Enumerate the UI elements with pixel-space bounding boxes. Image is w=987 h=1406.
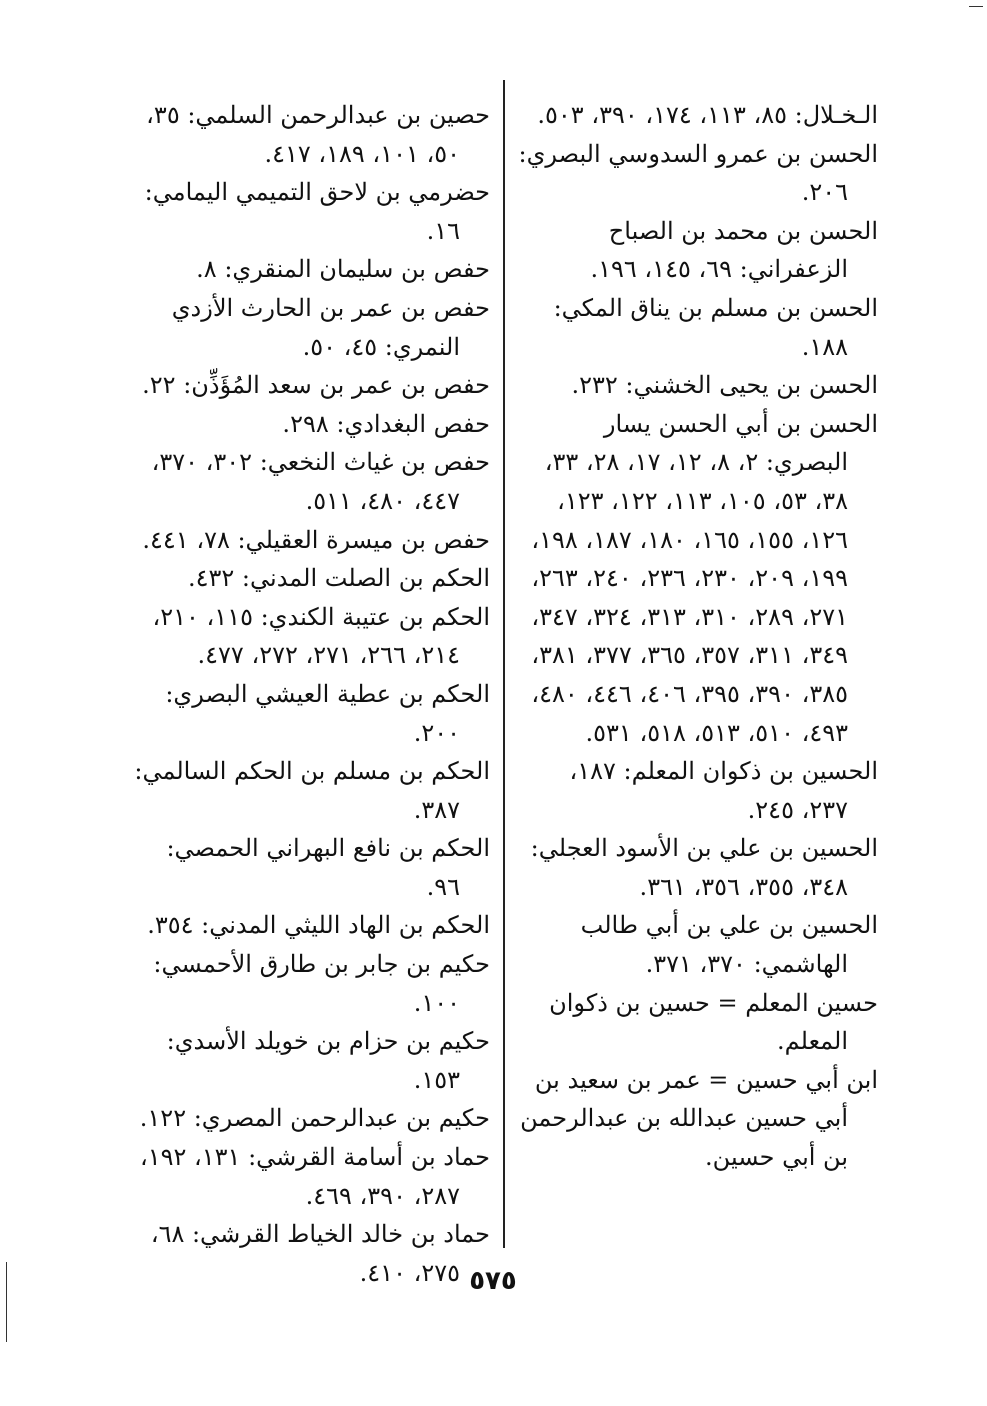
index-entry: حماد بن خالد الخياط القرشي: ٦٨، ٢٧٥، ٤١٠.	[150, 1220, 490, 1287]
index-entry: حكيم بن عبدالرحمن المصري: ١٢٢.	[139, 1104, 490, 1133]
index-entry: حفص بن ميسرة العقيلي: ٧٨، ٤٤١.	[142, 525, 490, 554]
page-number: ٥٧٥	[469, 1266, 517, 1296]
column-divider	[503, 80, 505, 1248]
index-entry: حفص بن سليمان المنقري: ٨.	[196, 255, 490, 284]
index-entry: الحكم بن الصلت المدني: ٤٣٢.	[187, 564, 490, 593]
index-column-left	[128, 96, 490, 1292]
index-entry: الحسين بن علي بن الأسود العجلي: ٣٤٨، ٣٥٥، ٣٥٦، ٣٦١.	[530, 834, 878, 901]
index-entry: الحكم بن نافع البهراني الحمصي: ٩٦.	[166, 834, 490, 901]
index-entry: حسين المعلم = حسين بن ذكوان المعلم.	[549, 988, 878, 1056]
index-entry: الحكم بن الهاد الليثي المدني: ٣٥٤.	[147, 911, 490, 940]
index-entry: حفص بن عمر بن الحارث الأزدي النمري: ٤٥، ٥٠.	[171, 293, 490, 361]
index-entry: حضرمي بن لاحق التميمي اليمامي: ١٦.	[144, 178, 490, 245]
index-entry: حفص بن عمر بن سعد المُؤَذِّن: ٢٢.	[142, 371, 490, 400]
index-entry: الحسين بن علي بن أبي طالب الهاشمي: ٣٧٠، ٣٧١.	[580, 911, 878, 979]
index-entry: حكيم بن حزام بن خويلد الأسدي: ١٥٣.	[166, 1027, 490, 1094]
scan-edge-mark	[6, 1262, 7, 1342]
index-entry: الحكم بن عتيبة الكندي: ١١٥، ٢١٠، ٢١٤، ٢٦٦، ٢٧١، ٢٧٢، ٤٧٧.	[152, 602, 490, 670]
index-entry: الحسين بن ذكوان المعلم: ١٨٧، ٢٣٧، ٢٤٥.	[569, 757, 878, 824]
index-entry: الـخـلال: ٨٥، ١١٣، ١٧٤، ٣٩٠، ٥٠٣.	[537, 101, 878, 129]
index-entry: الحسن بن يحيى الخشني: ٢٣٢.	[571, 371, 878, 400]
index-entry: الحكم بن عطية العيشي البصري: ٢٠٠.	[165, 679, 490, 747]
index-entry: حفص بن غياث النخعي: ٣٠٢، ٣٧٠، ٤٤٧، ٤٨٠، ٥١١.	[151, 448, 490, 515]
index-entry: الحسن بن مسلم بن يناق المكي: ١٨٨.	[553, 293, 878, 361]
index-entry: الحسن بن أبي الحسن يسار البصري: ٢، ٨، ١٢، ١٧، ٢٨، ٣٣، ٣٨، ٥٣، ١٠٥، ١١٣، ١٢٢، ١٢٣، ١٢٦، ١٥٥، ١٦٥، ١٨٠، ١٨٧، ١٩٨، ١٩٩، ٢٠٩، ٢٣٠، ٢٣٦، ٢٤٠، ٢٦٣، ٢٧١، ٢٨٩، ٣١٠، ٣١٣، ٣٢٤، ٣٤٧، ٣٤٩، ٣١١، ٣٥٧، ٣٦٥، ٣٧٧، ٣٨١، ٣٨٥، ٣٩٠، ٣٩٥، ٤٠٦، ٤٤٦، ٤٨٠، ٤٩٣، ٥١٠، ٥١٣، ٥١٨، ٥٣١.	[531, 409, 878, 747]
index-entry: حماد بن أسامة القرشي: ١٣١، ١٩٢، ٢٨٧، ٣٩٠، ٤٦٩.	[139, 1143, 490, 1210]
scan-edge-mark	[969, 6, 983, 7]
index-entry: حصين بن عبدالرحمن السلمي: ٣٥، ٥٠، ١٠١، ١٨٩، ٤١٧.	[146, 101, 490, 168]
index-entry: الحسن بن عمرو السدوسي البصري: ٢٠٦.	[518, 139, 878, 207]
index-entry: ابن أبي حسين = عمر بن سعيد بن أبي حسين عبدالله بن عبدالرحمن بن أبي حسين.	[520, 1065, 878, 1172]
index-entry: حكيم بن جابر بن طارق الأحمسي: ١٠٠.	[153, 950, 490, 1017]
index-entry: الحسن بن محمد بن الصباح الزعفراني: ٦٩، ١٤٥، ١٩٦.	[590, 216, 878, 284]
index-entry: الحكم بن مسلم بن الحكم السالمي: ٣٨٧.	[134, 757, 490, 824]
index-entry: حفص البغدادي: ٢٩٨.	[282, 409, 490, 438]
index-column-right	[518, 96, 878, 1177]
